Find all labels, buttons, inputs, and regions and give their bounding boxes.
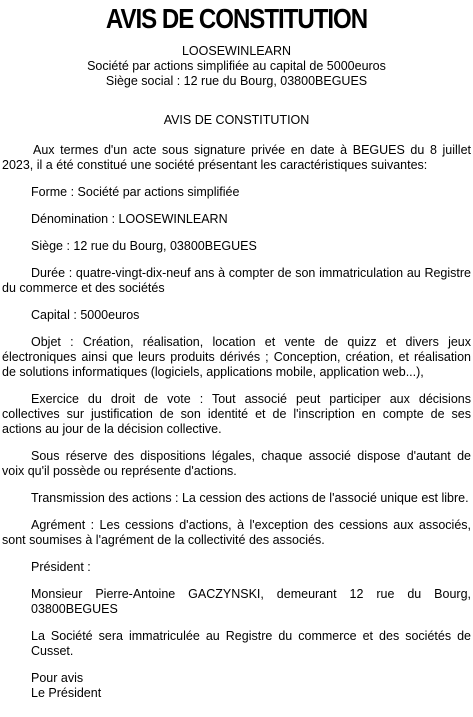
paragraph-intro: Aux termes d'un acte sous signature privée en date à BEGUES du 8 juillet 2023, il a été constitué une société présentant les caractéristiques suivantes:	[2, 143, 471, 172]
company-name: LOOSEWINLEARN	[181, 44, 292, 58]
closing-for-notice: Pour avis	[31, 671, 84, 685]
paragraph-voting: Exercice du droit de vote : Tout associé peut participer aux décisions collectives sur justification de son identité et de l'inscription en compte de ses actions au jour de la décision collective.	[2, 392, 471, 436]
paragraph-approval: Agrément : Les cessions d'actions, à l'exception des cessions aux associés, sont soumises à l'agrément de la collectivité des associés.	[2, 518, 471, 547]
paragraph-denomination: Dénomination : LOOSEWINLEARN	[31, 212, 228, 226]
paragraph-registration: La Société sera immatriculée au Registre du commerce et des sociétés de Cusset.	[31, 629, 471, 658]
paragraph-object: Objet : Création, réalisation, location et vente de quizz et divers jeux électroniques ainsi que leurs produits dérivés ; Conception, création, et réalisation de solutions informatiques (logiciels, applications mobile, application web...),	[2, 335, 471, 379]
notice-body	[2, 143, 471, 659]
paragraph-president-label: Président :	[31, 560, 91, 574]
paragraph-seat: Siège : 12 rue du Bourg, 03800BEGUES	[31, 239, 257, 253]
paragraph-form: Forme : Société par actions simplifiée	[31, 185, 240, 199]
head-office: Siège social : 12 rue du Bourg, 03800BEGUES	[105, 74, 368, 88]
paragraph-duration: Durée : quatre-vingt-dix-neuf ans à compter de son immatriculation au Registre du commerce et des sociétés	[2, 266, 471, 295]
section-title: AVIS DE CONSTITUTION	[163, 113, 310, 127]
company-type: Société par actions simplifiée au capital de 5000euros	[87, 59, 386, 73]
closing-president: Le Président	[31, 686, 102, 700]
main-title: AVIS DE CONSTITUTION	[105, 3, 368, 34]
paragraph-transfer: Transmission des actions : La cession des actions de l'associé unique est libre.	[31, 491, 469, 505]
closing-block	[31, 671, 471, 701]
company-header	[2, 44, 471, 89]
paragraph-capital: Capital : 5000euros	[31, 308, 140, 322]
paragraph-votes: Sous réserve des dispositions légales, chaque associé dispose d'autant de voix qu'il possède ou représente d'actions.	[2, 449, 471, 478]
paragraph-president-name: Monsieur Pierre-Antoine GACZYNSKI, demeurant 12 rue du Bourg, 03800BEGUES	[31, 587, 471, 616]
